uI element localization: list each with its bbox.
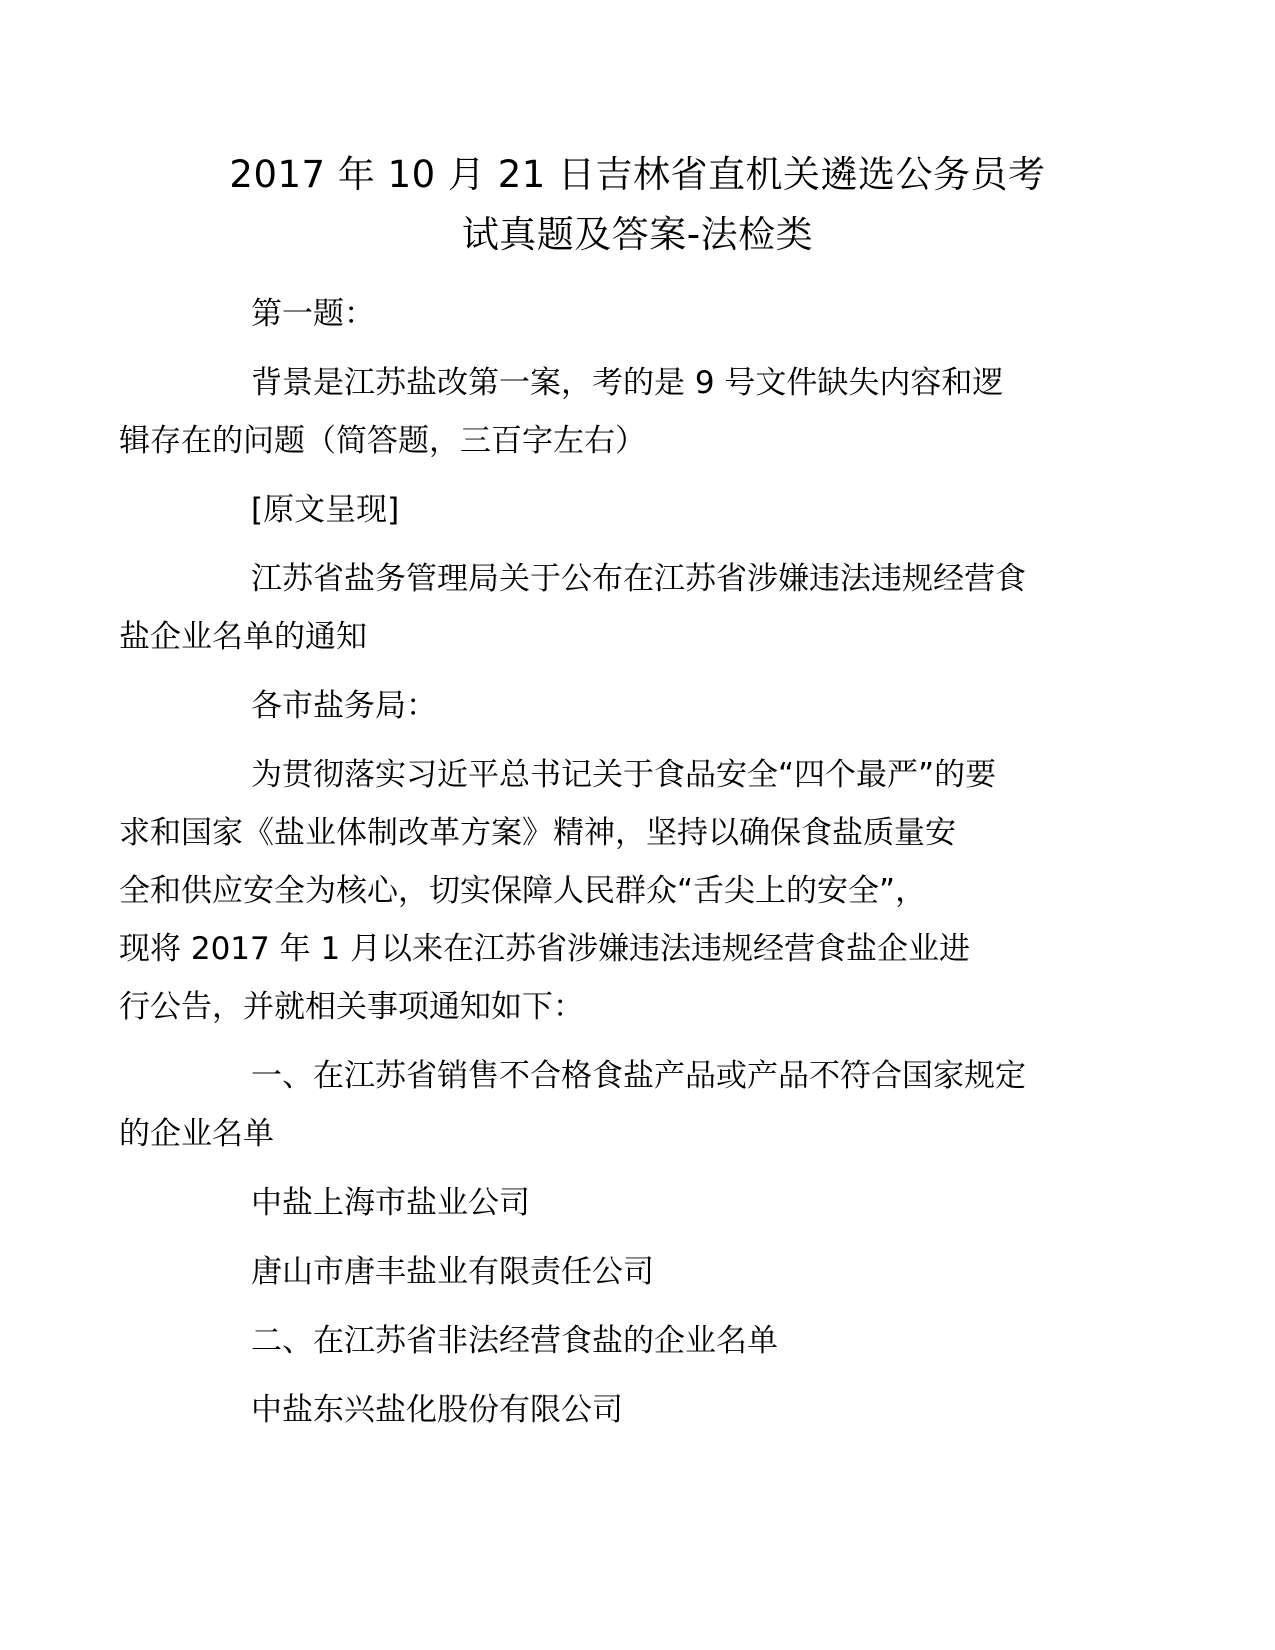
paragraph-question-label: 第一题： <box>251 296 375 332</box>
paragraph-original-text-label: [原文呈现] <box>251 492 400 528</box>
paragraph-section-two: 二、在江苏省非法经营食盐的企业名单 <box>251 1323 778 1359</box>
paragraph-section-one: 一、在江苏省销售不合格食盐产品或产品不符合国家规定 的企业名单 <box>119 1058 1026 1152</box>
paragraph-background: 背景是江苏盐改第一案，考的是 9 号文件缺失内容和逻 辑存在的问题（简答题，三百字左右） <box>119 365 1004 459</box>
paragraph-notice-title: 江苏省盐务管理局关于公布在江苏省涉嫌违法违规经营食 盐企业名单的通知 <box>119 561 1026 655</box>
paragraph-addressee: 各市盐务局： <box>251 688 437 724</box>
document-body <box>119 285 1085 1450</box>
company-list-item: 中盐上海市盐业公司 <box>251 1185 530 1221</box>
title-line: 试真题及答案-法检类 <box>461 213 814 256</box>
document-title <box>150 145 1125 265</box>
paragraph-notice-body: 为贯彻落实习近平总书记关于食品安全“四个最严”的要 求和国家《盐业体制改革方案》精神，坚持以确保食盐质量安 全和供应安全为核心，切实保障人民群众“舌尖上的安全”， 现将 2017 年 1 月以来在江苏省涉嫌违法违规经营食盐企业进 行公告，并就相关事项通知如下： <box>119 757 997 1025</box>
company-list-item: 唐山市唐丰盐业有限责任公司 <box>251 1254 654 1290</box>
title-line: 2017 年 10 月 21 日吉林省直机关遴选公务员考 <box>229 153 1046 196</box>
company-list-item: 中盐东兴盐化股份有限公司 <box>251 1392 623 1428</box>
